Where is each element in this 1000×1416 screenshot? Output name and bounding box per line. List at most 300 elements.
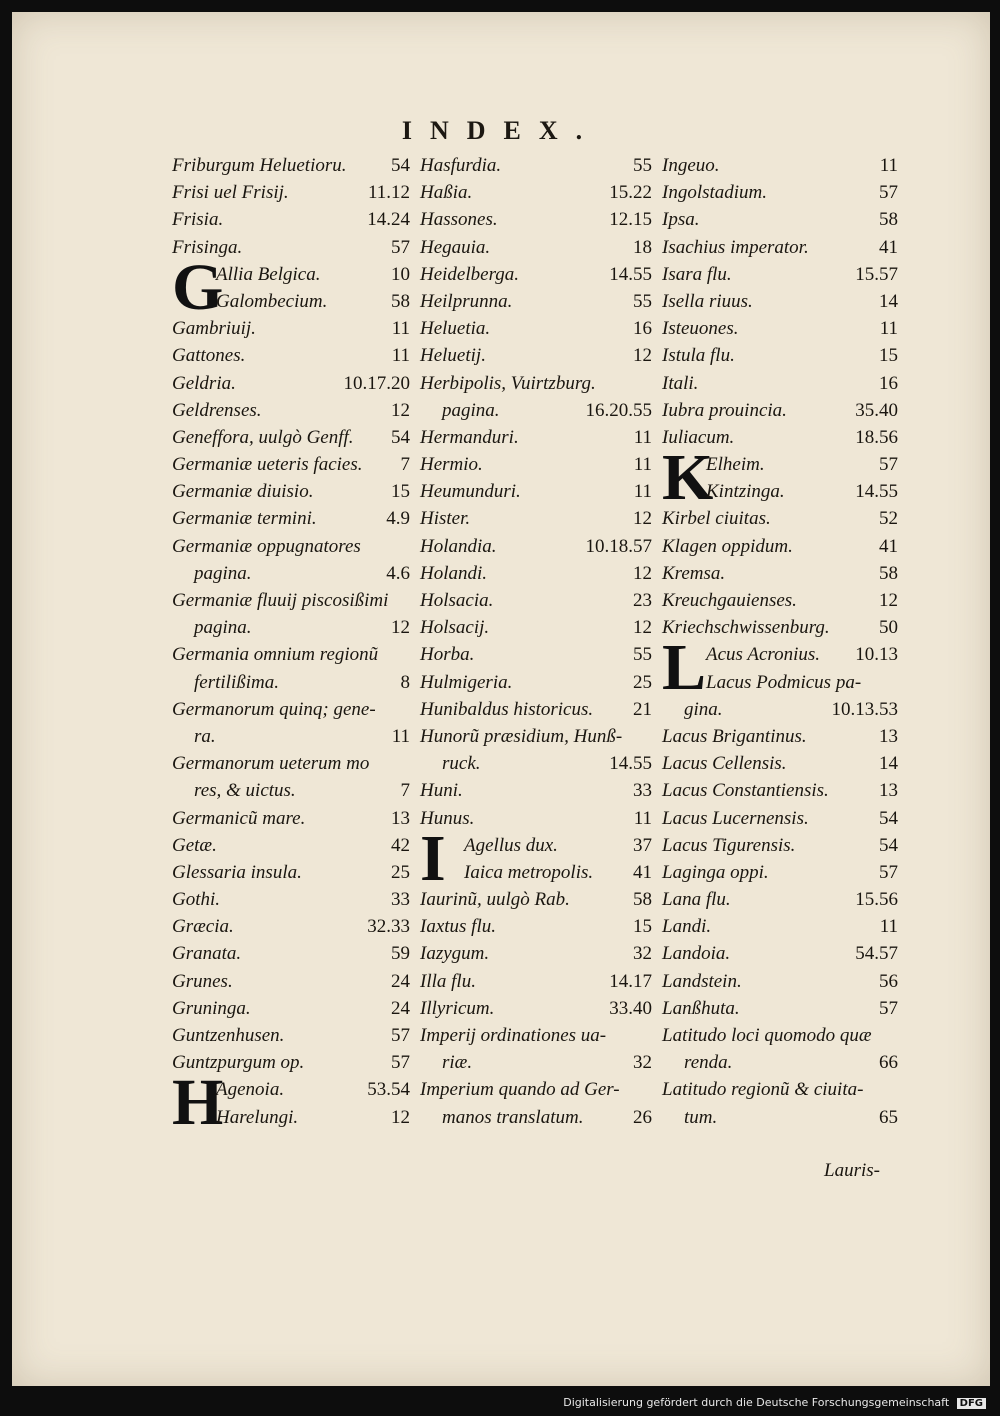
entry-term: Isachius imperator. bbox=[662, 236, 809, 258]
entry-pages: 66 bbox=[879, 1052, 898, 1074]
entry-term: Getæ. bbox=[172, 834, 217, 856]
entry-term: Germaniæ diuisio. bbox=[172, 481, 314, 503]
entry-term: Friburgum Heluetioru. bbox=[172, 155, 347, 176]
index-entry bbox=[420, 370, 652, 397]
entry-term: Germaniæ oppugnatores bbox=[172, 535, 361, 557]
entry-pages: 10.17.20 bbox=[343, 372, 410, 394]
index-entry bbox=[420, 1049, 652, 1076]
entry-term: Lacus Cellensis. bbox=[662, 753, 787, 775]
entry-term: Iaxtus flu. bbox=[420, 916, 496, 938]
index-entry bbox=[662, 587, 898, 614]
entry-pages: 12 bbox=[633, 345, 652, 367]
index-entry bbox=[662, 669, 898, 696]
index-entry bbox=[420, 940, 652, 967]
entry-term: Lacus Constantiensis. bbox=[662, 780, 829, 802]
entry-pages: 16 bbox=[879, 372, 898, 394]
index-entry bbox=[662, 1076, 898, 1103]
entry-pages: 14.55 bbox=[609, 753, 652, 775]
index-entry bbox=[662, 397, 898, 424]
entry-pages: 54 bbox=[391, 426, 410, 448]
index-entry bbox=[172, 995, 410, 1022]
index-entry bbox=[172, 152, 410, 179]
entry-pages: 15.57 bbox=[855, 263, 898, 285]
index-entry bbox=[172, 1104, 410, 1131]
entry-term: Illa flu. bbox=[420, 970, 476, 992]
entry-term: Hunus. bbox=[420, 807, 475, 829]
entry-pages: 42 bbox=[391, 834, 410, 856]
book-page bbox=[12, 12, 990, 1386]
entry-term: Holandia. bbox=[420, 535, 497, 557]
index-entry bbox=[172, 913, 410, 940]
entry-pages: 12 bbox=[633, 617, 652, 639]
entry-term: Gruninga. bbox=[172, 997, 251, 1019]
entry-pages: 26 bbox=[633, 1106, 652, 1128]
drop-cap: L bbox=[662, 631, 707, 705]
entry-pages: 14.17 bbox=[609, 970, 652, 992]
index-entry bbox=[420, 968, 652, 995]
entry-term: renda. bbox=[684, 1052, 733, 1074]
entry-term: Gothi. bbox=[172, 889, 221, 911]
entry-pages: 13 bbox=[391, 807, 410, 829]
index-entry bbox=[172, 614, 410, 641]
entry-term: Hasfurdia. bbox=[420, 155, 502, 176]
entry-term: Hunibaldus historicus. bbox=[420, 698, 594, 720]
entry-term: Hulmigeria. bbox=[420, 671, 513, 693]
index-entry bbox=[420, 1076, 652, 1103]
entry-pages: 32 bbox=[633, 943, 652, 965]
index-entry bbox=[172, 424, 410, 451]
index-entry bbox=[662, 206, 898, 233]
entry-term: Germaniæ ueteris facies. bbox=[172, 454, 363, 476]
entry-term: Holandi. bbox=[420, 562, 488, 584]
index-column-2 bbox=[420, 152, 652, 1131]
index-entry bbox=[172, 587, 410, 614]
entry-term: Lacus Brigantinus. bbox=[662, 725, 807, 747]
entry-term: Klagen oppidum. bbox=[662, 535, 793, 557]
index-entry bbox=[662, 940, 898, 967]
index-entry bbox=[420, 913, 652, 940]
entry-pages: 41 bbox=[633, 861, 652, 883]
index-entry bbox=[662, 1022, 898, 1049]
index-entry bbox=[420, 451, 652, 478]
entry-term: Lacus Podmicus pa- bbox=[706, 671, 862, 693]
entry-term: Lana flu. bbox=[662, 889, 731, 911]
entry-term: Kreuchgauienses. bbox=[662, 590, 797, 611]
entry-term: Heluetia. bbox=[420, 318, 491, 340]
entry-pages: 15 bbox=[633, 916, 652, 938]
page-header: INDEX. bbox=[401, 116, 601, 145]
index-entry bbox=[172, 370, 410, 397]
entry-term: tum. bbox=[684, 1106, 718, 1128]
index-entry bbox=[662, 995, 898, 1022]
entry-pages: 33 bbox=[391, 889, 410, 911]
entry-term: Herbipolis, Vuirtzburg. bbox=[420, 372, 596, 394]
entry-term: Heidelberga. bbox=[420, 263, 520, 285]
entry-term: Iaica metropolis. bbox=[464, 861, 594, 883]
entry-term: Hegauia. bbox=[420, 236, 491, 258]
entry-pages: 11 bbox=[391, 345, 410, 367]
index-entry bbox=[172, 940, 410, 967]
entry-pages: 58 bbox=[879, 209, 898, 231]
entry-pages: 56 bbox=[879, 970, 898, 992]
entry-pages: 21 bbox=[633, 698, 652, 720]
index-entry bbox=[662, 234, 898, 261]
index-entry bbox=[662, 342, 898, 369]
entry-term: Frisia. bbox=[172, 209, 224, 231]
entry-term: Iubra prouincia. bbox=[662, 399, 787, 421]
index-entry bbox=[420, 1104, 652, 1131]
entry-term: gina. bbox=[684, 698, 723, 720]
index-entry bbox=[172, 179, 410, 206]
entry-term: ra. bbox=[194, 725, 216, 747]
entry-pages: 11 bbox=[633, 454, 652, 476]
index-entry bbox=[420, 886, 652, 913]
index-entry bbox=[172, 397, 410, 424]
index-entry bbox=[420, 614, 652, 641]
index-entry bbox=[420, 669, 652, 696]
entry-pages: 13 bbox=[879, 780, 898, 802]
entry-term: Germaniæ termini. bbox=[172, 508, 317, 530]
entry-term: Germania omnium regionũ bbox=[172, 644, 379, 666]
entry-term: Istula flu. bbox=[662, 345, 735, 367]
entry-term: Landoia. bbox=[662, 943, 731, 965]
entry-term: Landstein. bbox=[662, 970, 742, 992]
index-entry bbox=[172, 505, 410, 532]
index-entry bbox=[172, 288, 410, 315]
entry-term: Græcia. bbox=[172, 916, 234, 938]
index-entry bbox=[420, 859, 652, 886]
entry-term: fertilißima. bbox=[194, 671, 279, 693]
entry-term: Holsacij. bbox=[420, 617, 490, 639]
entry-pages: 11 bbox=[391, 725, 410, 747]
entry-pages: 7 bbox=[400, 454, 410, 476]
entry-term: Holsacia. bbox=[420, 590, 494, 611]
entry-pages: 57 bbox=[879, 454, 898, 476]
index-entry bbox=[172, 859, 410, 886]
index-entry bbox=[420, 397, 652, 424]
entry-pages: 11 bbox=[879, 916, 898, 938]
entry-term: Lacus Tigurensis. bbox=[662, 834, 796, 856]
entry-term: Itali. bbox=[662, 372, 699, 394]
entry-pages: 58 bbox=[633, 889, 652, 911]
index-entry bbox=[172, 696, 410, 723]
entry-term: Acus Acronius. bbox=[706, 644, 820, 666]
entry-pages: 23 bbox=[633, 590, 652, 611]
entry-pages: 12 bbox=[879, 590, 898, 611]
entry-pages: 58 bbox=[391, 290, 410, 312]
entry-pages: 11 bbox=[633, 481, 652, 503]
entry-pages: 11 bbox=[879, 318, 898, 340]
entry-term: res, & uictus. bbox=[194, 780, 296, 802]
entry-pages: 15.56 bbox=[855, 889, 898, 911]
index-entry bbox=[172, 750, 410, 777]
index-entry bbox=[420, 1022, 652, 1049]
entry-pages: 11.12 bbox=[367, 182, 410, 204]
entry-pages: 54.57 bbox=[855, 943, 898, 965]
entry-term: Geldrenses. bbox=[172, 399, 262, 421]
index-entry bbox=[172, 451, 410, 478]
entry-pages: 52 bbox=[879, 508, 898, 530]
entry-pages: 57 bbox=[391, 1052, 410, 1074]
entry-pages: 12 bbox=[633, 508, 652, 530]
entry-pages: 41 bbox=[879, 535, 898, 557]
entry-pages: 4.9 bbox=[386, 508, 410, 530]
entry-term: Ipsa. bbox=[662, 209, 700, 231]
entry-term: Isara flu. bbox=[662, 263, 732, 285]
entry-term: Hister. bbox=[420, 508, 471, 530]
entry-pages: 54 bbox=[879, 834, 898, 856]
entry-pages: 14.55 bbox=[855, 481, 898, 503]
entry-pages: 7 bbox=[400, 780, 410, 802]
index-entry bbox=[420, 261, 652, 288]
entry-pages: 35.40 bbox=[855, 399, 898, 421]
index-entry bbox=[420, 723, 652, 750]
entry-pages: 12.15 bbox=[609, 209, 652, 231]
entry-pages: 10.13 bbox=[855, 644, 898, 666]
entry-term: Lanßhuta. bbox=[662, 997, 740, 1019]
index-entry bbox=[420, 152, 652, 179]
index-column-1 bbox=[172, 152, 410, 1140]
entry-pages: 32 bbox=[633, 1052, 652, 1074]
index-entry bbox=[172, 1022, 410, 1049]
index-entry bbox=[172, 342, 410, 369]
index-entry bbox=[662, 315, 898, 342]
entry-term: Harelungi. bbox=[216, 1106, 299, 1128]
entry-pages: 57 bbox=[879, 182, 898, 204]
entry-pages: 65 bbox=[879, 1106, 898, 1128]
entry-pages: 12 bbox=[391, 1106, 410, 1128]
entry-term: pagina. bbox=[442, 399, 500, 421]
index-entry bbox=[662, 179, 898, 206]
entry-pages: 18.56 bbox=[855, 426, 898, 448]
entry-term: ruck. bbox=[442, 753, 481, 775]
entry-pages: 14 bbox=[879, 290, 898, 312]
entry-term: Agenoia. bbox=[216, 1079, 285, 1101]
entry-term: Huni. bbox=[420, 780, 463, 802]
entry-pages: 37 bbox=[633, 834, 652, 856]
entry-term: Ingeuo. bbox=[662, 155, 720, 176]
entry-pages: 8 bbox=[400, 671, 410, 693]
index-entry bbox=[420, 179, 652, 206]
entry-pages: 14 bbox=[879, 753, 898, 775]
entry-pages: 15 bbox=[391, 481, 410, 503]
entry-pages: 25 bbox=[633, 671, 652, 693]
entry-term: Kremsa. bbox=[662, 562, 726, 584]
index-entry bbox=[662, 478, 898, 505]
index-entry bbox=[662, 805, 898, 832]
entry-term: Geneffora, uulgò Genff. bbox=[172, 426, 354, 448]
index-entry bbox=[662, 370, 898, 397]
entry-term: Germanorum ueterum mo bbox=[172, 753, 370, 775]
index-entry bbox=[172, 886, 410, 913]
entry-pages: 59 bbox=[391, 943, 410, 965]
entry-term: Iaurinũ, uulgò Rab. bbox=[420, 889, 570, 911]
index-entry bbox=[420, 587, 652, 614]
entry-term: Kintzinga. bbox=[706, 481, 785, 503]
index-entry bbox=[420, 342, 652, 369]
index-entry bbox=[172, 669, 410, 696]
entry-term: Kirbel ciuitas. bbox=[662, 508, 771, 530]
index-entry bbox=[662, 723, 898, 750]
index-entry bbox=[420, 750, 652, 777]
index-entry bbox=[420, 533, 652, 560]
entry-term: Germaniæ fluuij piscosißimi bbox=[172, 590, 389, 611]
index-entry bbox=[420, 315, 652, 342]
entry-pages: 57 bbox=[391, 236, 410, 258]
entry-term: pagina. bbox=[194, 562, 252, 584]
entry-pages: 18 bbox=[633, 236, 652, 258]
entry-pages: 14.24 bbox=[367, 209, 410, 231]
drop-cap: G bbox=[172, 250, 224, 324]
index-entry bbox=[172, 777, 410, 804]
entry-pages: 11 bbox=[391, 318, 410, 340]
index-entry bbox=[662, 696, 898, 723]
entry-term: Glessaria insula. bbox=[172, 861, 302, 883]
entry-pages: 55 bbox=[633, 155, 652, 176]
index-entry bbox=[172, 478, 410, 505]
entry-pages: 16 bbox=[633, 318, 652, 340]
entry-pages: 32.33 bbox=[367, 916, 410, 938]
entry-term: Imperium quando ad Ger- bbox=[420, 1079, 620, 1101]
entry-pages: 55 bbox=[633, 290, 652, 312]
entry-term: Gattones. bbox=[172, 345, 246, 367]
entry-pages: 54 bbox=[391, 155, 410, 176]
index-entry bbox=[420, 805, 652, 832]
entry-term: Latitudo loci quomodo quæ bbox=[662, 1025, 872, 1046]
entry-term: Hermio. bbox=[420, 454, 483, 476]
index-entry bbox=[662, 288, 898, 315]
entry-term: Geldria. bbox=[172, 372, 236, 394]
index-entry bbox=[420, 234, 652, 261]
index-entry bbox=[662, 152, 898, 179]
entry-pages: 50 bbox=[879, 617, 898, 639]
entry-pages: 53.54 bbox=[367, 1079, 410, 1101]
entry-pages: 15 bbox=[879, 345, 898, 367]
entry-pages: 24 bbox=[391, 997, 410, 1019]
index-entry bbox=[662, 533, 898, 560]
entry-pages: 12 bbox=[391, 399, 410, 421]
index-entry bbox=[420, 696, 652, 723]
index-entry bbox=[420, 777, 652, 804]
digitization-footer bbox=[0, 1396, 986, 1409]
entry-term: Haßia. bbox=[420, 182, 473, 204]
index-column-3 bbox=[662, 152, 898, 1131]
entry-term: Heilprunna. bbox=[420, 290, 513, 312]
entry-term: Illyricum. bbox=[420, 997, 495, 1019]
entry-term: Grunes. bbox=[172, 970, 233, 992]
index-entry bbox=[172, 832, 410, 859]
entry-pages: 14.55 bbox=[609, 263, 652, 285]
entry-term: Hunorũ præsidium, Hunß- bbox=[420, 725, 623, 747]
entry-term: Iazygum. bbox=[420, 943, 490, 965]
entry-pages: 57 bbox=[391, 1025, 410, 1046]
entry-term: manos translatum. bbox=[442, 1106, 584, 1128]
index-entry bbox=[420, 505, 652, 532]
entry-pages: 41 bbox=[879, 236, 898, 258]
index-entry bbox=[662, 968, 898, 995]
dfg-logo: DFG bbox=[957, 1398, 986, 1409]
entry-pages: 54 bbox=[879, 807, 898, 829]
entry-term: Germanorum quinq; gene- bbox=[172, 698, 376, 720]
entry-term: Isella riuus. bbox=[662, 290, 753, 312]
index-entry bbox=[420, 995, 652, 1022]
drop-cap: K bbox=[662, 441, 714, 515]
entry-term: Horba. bbox=[420, 644, 475, 666]
entry-term: Latitudo regionũ & ciuita- bbox=[662, 1079, 864, 1101]
entry-pages: 11 bbox=[633, 807, 652, 829]
entry-pages: 16.20.55 bbox=[585, 399, 652, 421]
entry-pages: 4.6 bbox=[386, 562, 410, 584]
entry-term: Elheim. bbox=[706, 454, 765, 476]
entry-term: Allia Belgica. bbox=[216, 263, 321, 285]
entry-pages: 15.22 bbox=[609, 182, 652, 204]
entry-term: Landi. bbox=[662, 916, 712, 938]
index-entry bbox=[172, 206, 410, 233]
entry-pages: 10.13.53 bbox=[831, 698, 898, 720]
entry-term: Ingolstadium. bbox=[662, 182, 768, 204]
index-entry bbox=[662, 777, 898, 804]
entry-term: Agellus dux. bbox=[464, 834, 558, 856]
entry-term: Galombecium. bbox=[216, 290, 328, 312]
entry-term: pagina. bbox=[194, 617, 252, 639]
footer-text: Digitalisierung gefördert durch die Deutsche Forschungsgemeinschaft bbox=[563, 1396, 950, 1409]
entry-term: Imperij ordinationes ua- bbox=[420, 1025, 607, 1046]
entry-pages: 11 bbox=[879, 155, 898, 176]
entry-term: Heumunduri. bbox=[420, 481, 521, 503]
entry-pages: 25 bbox=[391, 861, 410, 883]
index-entry bbox=[420, 478, 652, 505]
entry-term: Frisi uel Frisij. bbox=[172, 182, 289, 204]
index-entry bbox=[172, 560, 410, 587]
entry-term: Guntzenhusen. bbox=[172, 1025, 285, 1046]
index-entry bbox=[662, 261, 898, 288]
entry-pages: 13 bbox=[879, 725, 898, 747]
entry-term: Granata. bbox=[172, 943, 242, 965]
index-entry bbox=[662, 832, 898, 859]
index-entry bbox=[662, 1049, 898, 1076]
index-entry bbox=[420, 206, 652, 233]
index-entry bbox=[172, 533, 410, 560]
entry-term: Hermanduri. bbox=[420, 426, 519, 448]
index-entry bbox=[172, 805, 410, 832]
drop-cap: H bbox=[172, 1066, 224, 1140]
entry-pages: 10.18.57 bbox=[585, 535, 652, 557]
entry-term: Iuliacum. bbox=[662, 426, 735, 448]
entry-pages: 58 bbox=[879, 562, 898, 584]
index-entry bbox=[420, 641, 652, 668]
index-entry bbox=[420, 560, 652, 587]
entry-pages: 55 bbox=[633, 644, 652, 666]
index-entry bbox=[172, 723, 410, 750]
entry-term: Laginga oppi. bbox=[662, 861, 769, 883]
entry-pages: 33.40 bbox=[609, 997, 652, 1019]
index-entry bbox=[662, 560, 898, 587]
index-entry bbox=[662, 859, 898, 886]
entry-term: Guntzpurgum op. bbox=[172, 1052, 305, 1074]
index-entry bbox=[662, 913, 898, 940]
index-entry bbox=[662, 1104, 898, 1131]
entry-term: Isteuones. bbox=[662, 318, 739, 340]
index-entry bbox=[662, 505, 898, 532]
entry-term: Kriechschwissenburg. bbox=[662, 617, 830, 639]
entry-pages: 10 bbox=[391, 263, 410, 285]
entry-term: Heluetij. bbox=[420, 345, 486, 367]
index-entry bbox=[420, 424, 652, 451]
entry-pages: 57 bbox=[879, 997, 898, 1019]
entry-pages: 24 bbox=[391, 970, 410, 992]
entry-pages: 12 bbox=[391, 617, 410, 639]
entry-term: riæ. bbox=[442, 1052, 473, 1074]
